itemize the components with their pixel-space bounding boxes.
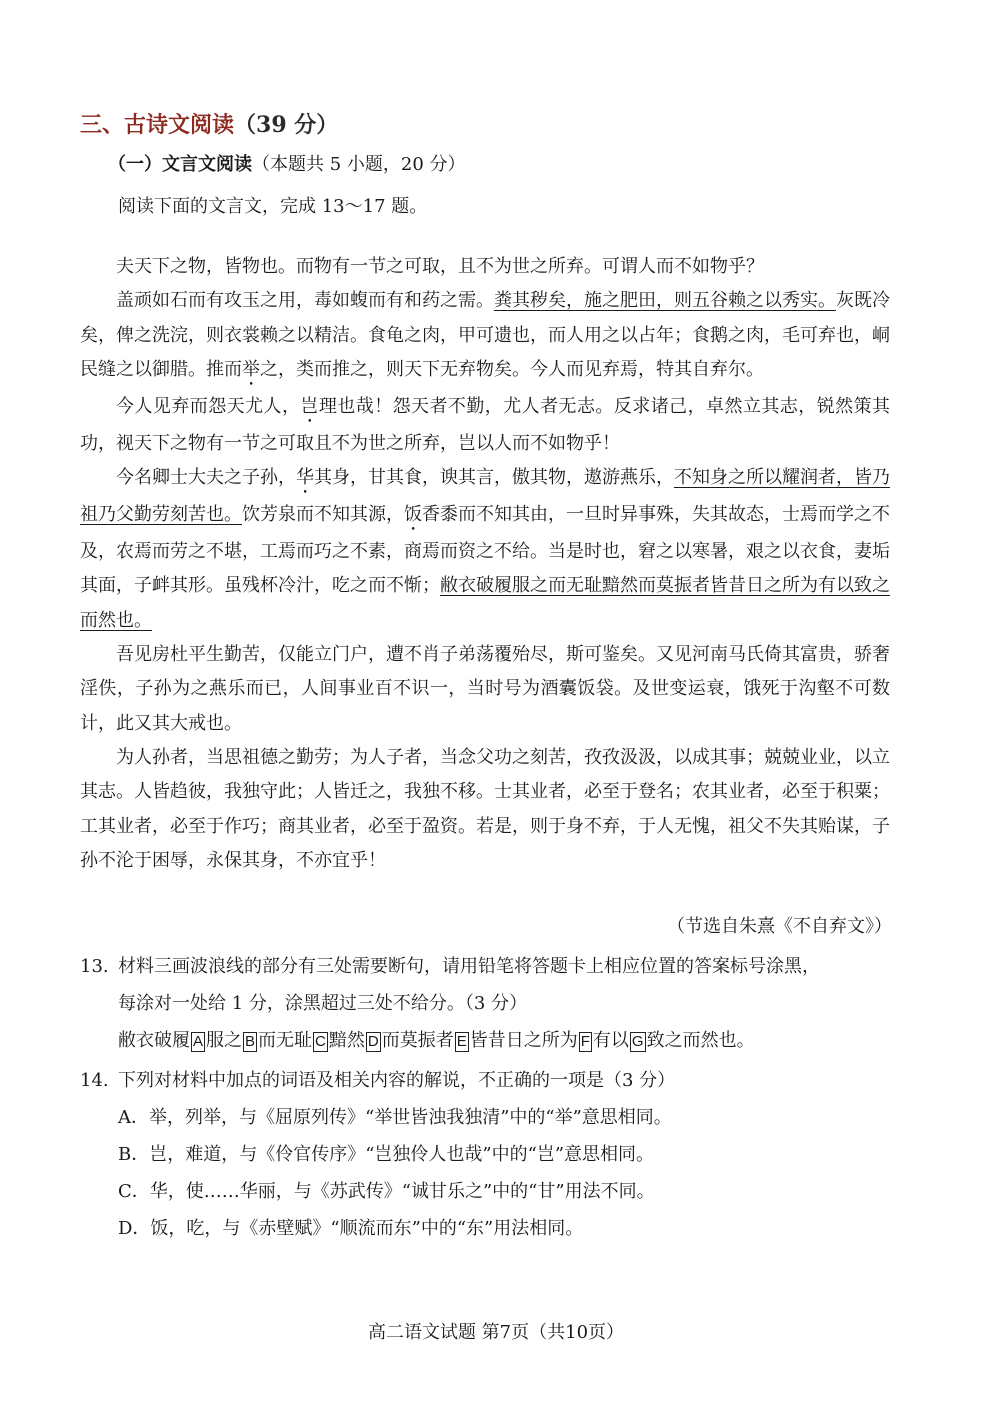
segment: 敝衣破履 — [118, 1030, 190, 1051]
p3-text-b: 理也哉！怨天者不勤，尤人者无志。反求诸己，卓然立其志，锐然策其功，视天下之物有一节之可取且不为世之所弃，岂以人而不如物乎！ — [80, 395, 891, 454]
p4-text-b: 其身，甘其食，谀其言，傲其物，遨游燕乐， — [314, 467, 674, 489]
section-title — [80, 108, 338, 139]
option-box-f[interactable]: F — [580, 1033, 590, 1050]
segment: 而莫振者 — [381, 1030, 454, 1051]
choice-b[interactable]: B．岂，难道，与《伶官传序》“岂独伶人也哉”中的“岂”意思相同。 — [118, 1144, 655, 1165]
p2-text-b: 灰既冷矣，俾之洗浣，则衣裳赖之以精洁。食龟之肉，甲可遗也，而人用之以占年；食鹅之肉，毛可弃也，峒民缝之以御腊。推而 — [80, 290, 890, 380]
p3-text-a: 今人见弃而怨天尤人， — [116, 395, 301, 417]
option-box-a[interactable]: A — [193, 1033, 204, 1050]
p4-wavy-underlined: 敝衣破履服之而无耻黯然而莫振者皆昔日之所为有以致之而然也。 — [80, 575, 890, 631]
option-box-d[interactable]: D — [367, 1033, 379, 1050]
segment: 皆昔日之所为 — [469, 1030, 578, 1051]
paragraph-3 — [80, 390, 890, 461]
segment: 服之 — [206, 1030, 243, 1051]
question-number: 14. — [80, 1070, 109, 1091]
classical-text — [80, 250, 890, 878]
option-box-c[interactable]: C — [315, 1033, 326, 1050]
dotted-word-ju: 举 — [242, 358, 260, 380]
paragraph-1: 夫天下之物，皆物也。而物有一节之可取，且不为世之所弃。可谓人而不如物乎？ — [116, 256, 764, 277]
p4-text-a: 今名卿士大夫之子孙， — [116, 467, 296, 489]
dotted-word-fan: 饭 — [404, 504, 422, 526]
segment: 而无耻 — [258, 1030, 313, 1051]
subsection-desc: （本题共 5 小题，20 分） — [252, 154, 466, 175]
option-box-b[interactable]: B — [245, 1033, 256, 1050]
question-14 — [80, 1062, 900, 1247]
p2-text-a: 盖顽如石而有攻玉之用，毒如蝮而有和药之需。 — [116, 290, 494, 312]
dotted-word-hua: 华 — [296, 467, 314, 489]
option-box-e[interactable]: E — [456, 1033, 467, 1050]
section-title-main: 三、古诗文阅读 — [80, 112, 235, 138]
paragraph-5: 吾见房杜平生勤苦，仅能立门户，遭不肖子弟荡覆殆尽，斯可鉴矣。又见河南马氏倚其富贵，骄奢淫佚，子孙为之燕乐而已，人间事业百不识一，当时号为酒囊饭袋。及世变运衰，饿死于沟壑不可数计，此又其大戒也。 — [80, 644, 890, 734]
question-number: 13. — [80, 956, 109, 977]
choice-a[interactable]: A．举，列举，与《屈原列传》“举世皆浊我独清”中的“举”意思相同。 — [118, 1107, 672, 1128]
question-stem-line1: 材料三画波浪线的部分有三处需要断句，请用铅笔将答题卡上相应位置的答案标号涂黑， — [118, 956, 820, 977]
p4-text-d: 香黍而不知其由，一旦时异事殊，失其故态，士焉而学之不及，农焉而劳之不堪，工焉而巧之不素，商焉而资之不给。当是时也，窘之以寒暑，艰之以衣食，妻垢其面，子衅其形。虽残杯冷汁，吃之而不惭； — [80, 504, 890, 597]
segment: 致之而然也。 — [646, 1030, 755, 1051]
section-title-score: （39 分） — [234, 112, 339, 138]
segment: 有以 — [592, 1030, 629, 1051]
question-stem: 下列对材料中加点的词语及相关内容的解说，不正确的一项是（3 分） — [118, 1070, 676, 1091]
p4-text-c: 饮芳泉而不知其源， — [242, 504, 404, 526]
p2-text-c: 之，类而推之，则天下无弃物矣。今人而见弃焉，特其自弃尔。 — [260, 358, 764, 380]
p2-underlined: 粪其秽矣，施之肥田，则五谷赖之以秀实。 — [494, 290, 836, 312]
paragraph-4 — [80, 461, 890, 638]
question-stem-line2: 每涂对一处给 1 分，涂黑超过三处不给分。（3 分） — [118, 993, 528, 1014]
choice-c[interactable]: C．华，使……华丽，与《苏武传》“诚甘乐之”中的“甘”用法不同。 — [118, 1181, 655, 1202]
text-source: （节选自朱熹《不自弃文》） — [667, 916, 892, 937]
subsection-title — [108, 150, 466, 176]
segment: 黯然 — [328, 1030, 365, 1051]
paragraph-6: 为人孙者，当思祖德之勤劳；为人子者，当念父功之刻苦，孜孜汲汲，以成其事；兢兢业业，以立其志。人皆趋彼，我独守此；人皆迁之，我独不移。士其业者，必至于登名；农其业者，必至于积粟；工其业者，必至于作巧；商其业者，必至于盈资。若是，则于身不弃，于人无愧，祖父不失其贻谋，子孙不沦于困辱，永保其身，不亦宜乎！ — [80, 746, 890, 871]
paragraph-2 — [80, 284, 890, 390]
page-footer: 高二语文试题 第7页（共10页） — [367, 1322, 625, 1343]
option-box-g[interactable]: G — [631, 1033, 644, 1050]
dotted-word-qi: 岂 — [300, 395, 319, 417]
punctuation-options — [80, 1022, 900, 1059]
subsection-title-main: （一）文言文阅读 — [108, 154, 252, 175]
p4-underlined: 不知身之所以耀润者，皆乃祖乃父勤劳刻苦也。 — [80, 467, 890, 526]
question-13 — [80, 948, 900, 1059]
instruction: 阅读下面的文言文，完成 13～17 题。 — [118, 196, 428, 217]
choice-d[interactable]: D．饭，吃，与《赤壁赋》“顺流而东”中的“东”用法相同。 — [118, 1218, 584, 1239]
